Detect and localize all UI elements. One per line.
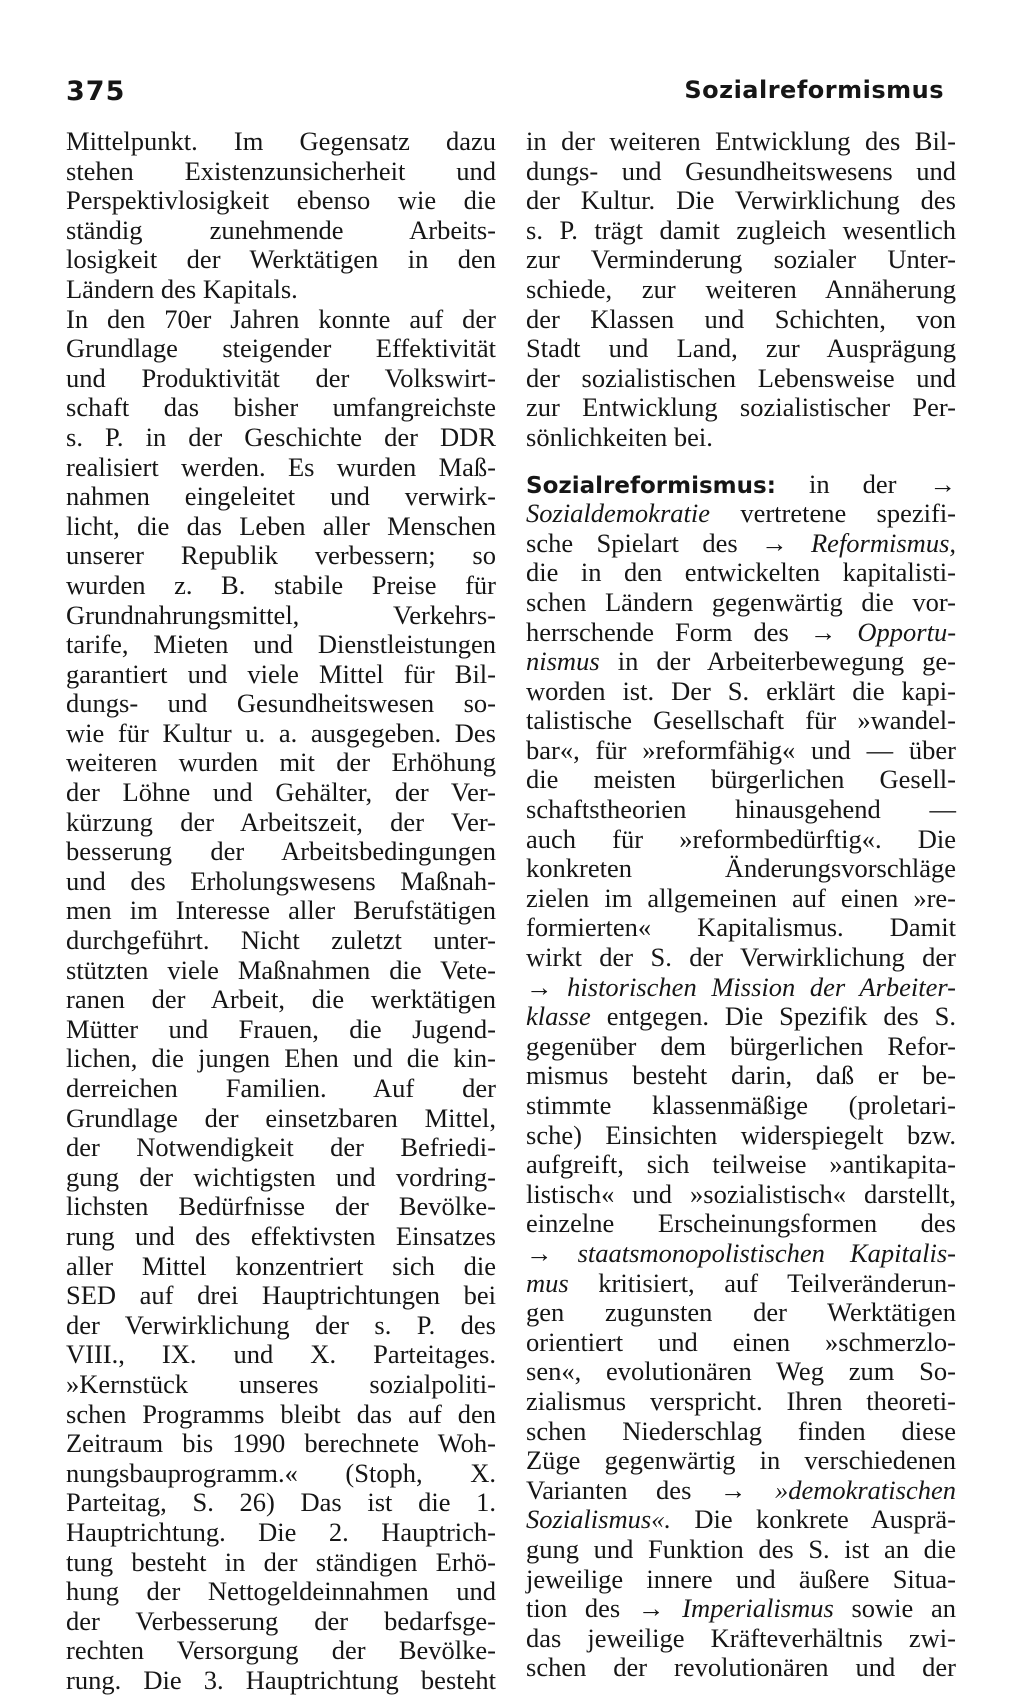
cross-reference: »demokratischen <box>774 1474 956 1505</box>
cross-reference: Sozialdemokratie <box>526 498 710 529</box>
text-fragment: in der Arbeiterbewegung ge- <box>617 646 957 677</box>
text-line: schen der revolutionären und der <box>526 1652 956 1683</box>
text-line: Perspektivlosigkeit ebenso wie die <box>66 185 496 216</box>
text-line: men im Interesse aller Berufstätigen <box>66 895 496 926</box>
text-fragment: sche Spielart des → <box>526 527 788 558</box>
text-line: besserung der Arbeitsbedingungen <box>66 836 496 867</box>
page-number: 375 <box>66 76 126 107</box>
text-line: durchgeführt. Nicht zuletzt unter- <box>66 925 496 956</box>
text-fragment: Die konkrete Ausprä- <box>694 1504 956 1535</box>
text-line: mismus besteht darin, daß er be- <box>526 1060 956 1091</box>
text-line: nungsbauprogramm.« (Stoph, X. <box>66 1457 496 1488</box>
cross-reference: Sozialismus«. <box>526 1504 672 1535</box>
text-line <box>526 647 956 677</box>
text-line: bar«, für »reformfähig« und — über <box>526 734 956 765</box>
text-fragment: entgegen. Die Spezifik des S. <box>606 1001 956 1032</box>
text-line: Grundlage steigender Effektivität <box>66 333 496 364</box>
text-line: rung. Die 3. Hauptrichtung besteht <box>66 1664 496 1695</box>
entry-first-line <box>526 470 956 500</box>
text-line: das jeweilige Kräfteverhältnis zwi- <box>526 1622 956 1653</box>
text-line: Zeitraum bis 1990 berechnete Woh- <box>66 1428 496 1459</box>
text-line: Grundnahrungsmittel, Verkehrs- <box>66 599 496 630</box>
text-line: Grundlage der einsetzbaren Mittel, <box>66 1102 496 1133</box>
text-line: aller Mittel konzentriert sich die <box>66 1250 496 1281</box>
text-line <box>526 973 956 1003</box>
text-line: schen Niederschlag finden diese <box>526 1415 956 1446</box>
text-line: dungs- und Gesundheitswesens und <box>526 155 956 186</box>
text-fragment: Varianten des → <box>526 1474 747 1505</box>
text-line: s. P. in der Geschichte der DDR <box>66 421 496 452</box>
text-line: SED auf drei Hauptrichtungen bei <box>66 1280 496 1311</box>
text-line: zialismus verspricht. Ihren theoreti- <box>526 1385 956 1416</box>
text-line: einzelne Erscheinungsformen des <box>526 1208 956 1239</box>
text-line: stimmte klassenmäßige (proletari- <box>526 1090 956 1120</box>
text-line: der Notwendigkeit der Befriedi- <box>66 1132 496 1163</box>
text-line <box>526 1239 956 1269</box>
right-column <box>526 127 956 1683</box>
text-line <box>526 1269 956 1299</box>
left-column <box>66 127 496 1695</box>
text-line: hung der Nettogeldeinnahmen und <box>66 1576 496 1607</box>
text-line: schen Ländern gegenwärtig die vor- <box>526 586 956 617</box>
arrow-icon: → <box>526 1237 553 1268</box>
text-line: rung und des effektivsten Einsatzes <box>66 1220 496 1251</box>
text-line: derreichen Familien. Auf der <box>66 1073 496 1103</box>
text-line: sönlichkeiten bei. <box>526 421 713 452</box>
text-line: garantiert und viele Mittel für Bil- <box>66 658 496 689</box>
text-line: schaft das bisher umfangreichste <box>66 392 496 423</box>
cross-reference: nismus <box>526 646 600 677</box>
text-line: und des Erholungswesens Maßnah- <box>66 865 496 896</box>
cross-reference: Opportu- <box>857 616 957 647</box>
text-line: konkreten Änderungsvorschläge <box>526 853 956 884</box>
text-fragment: herrschende Form des → <box>526 616 837 647</box>
text-line <box>526 499 956 529</box>
text-line <box>526 618 956 648</box>
text-line: orientiert und einen »schmerzlo- <box>526 1326 956 1357</box>
text-line <box>526 1505 956 1535</box>
text-line: der Löhne und Gehälter, der Ver- <box>66 777 496 808</box>
text-line: schiede, zur weiteren Annäherung <box>526 273 956 304</box>
text-line: wirkt der S. der Verwirklichung der <box>526 942 956 973</box>
text-line: der Verbesserung der bedarfsge- <box>66 1605 496 1636</box>
text-line: wurden z. B. stabile Preise für <box>66 569 496 600</box>
text-line: gung und Funktion des S. ist an die <box>526 1533 956 1564</box>
text-line: der Verwirklichung der s. P. des <box>66 1309 496 1340</box>
text-line: tarife, Mieten und Dienstleistungen <box>66 629 496 660</box>
text-line: der Kultur. Die Verwirklichung des <box>526 185 956 216</box>
text-line: weiteren wurden mit der Erhöhung <box>66 747 496 778</box>
text-line: sche) Einsichten widerspiegelt bzw. <box>526 1119 956 1150</box>
cross-reference: mus <box>526 1267 569 1298</box>
text-line: und Produktivität der Volkswirt- <box>66 362 496 393</box>
text-line: schaftstheorien hinausgehend — <box>526 794 956 825</box>
text-line: wie für Kultur u. a. ausgegeben. Des <box>66 717 496 748</box>
text-line: stehen Existenzunsicherheit und <box>66 155 496 186</box>
text-line: nahmen eingeleitet und verwirk- <box>66 481 496 512</box>
text-line <box>526 1002 956 1032</box>
text-line: dungs- und Gesundheitswesen so- <box>66 688 496 719</box>
text-line: Mütter und Frauen, die Jugend- <box>66 1013 496 1044</box>
text-line: Stadt und Land, zur Ausprägung <box>526 333 956 364</box>
text-line: worden ist. Der S. erklärt die kapi- <box>526 675 956 706</box>
entry-gap <box>526 453 956 470</box>
running-head: Sozialreformismus <box>684 76 944 104</box>
cross-reference: historischen Mission der Arbeiter- <box>567 971 956 1002</box>
text-line: tung besteht in der ständigen Erhö- <box>66 1546 496 1577</box>
text-line: Ländern des Kapitals. <box>66 273 298 304</box>
text-line: kürzung der Arbeitszeit, der Ver- <box>66 806 496 837</box>
text-line: ranen der Arbeit, die werktätigen <box>66 984 496 1015</box>
text-line: talistische Gesellschaft für »wandel- <box>526 705 956 736</box>
cross-reference: staatsmonopolistischen Kapitalis- <box>577 1237 956 1268</box>
text-line: der sozialistischen Lebensweise und <box>526 362 956 393</box>
entry-lemma: Sozialreformismus: <box>526 472 776 499</box>
text-line: rechten Versorgung der Bevölke- <box>66 1635 496 1666</box>
text-line: Züge gegenwärtig in verschiedenen <box>526 1445 956 1476</box>
text-line: schen Programms bleibt das auf den <box>66 1398 496 1429</box>
text-line: gung der wichtigsten und vordring- <box>66 1161 496 1192</box>
text-line: VIII., IX. und X. Parteitages. <box>66 1339 496 1370</box>
text-line: aufgreift, sich teilweise »antikapita- <box>526 1149 956 1180</box>
page-header <box>66 76 944 116</box>
text-line: Parteitag, S. 26) Das ist die 1. <box>66 1487 496 1518</box>
text-line <box>526 1476 956 1506</box>
text-line: Hauptrichtung. Die 2. Hauptrich- <box>66 1516 496 1547</box>
text-fragment: tion des → <box>526 1593 665 1624</box>
text-line: zur Verminderung sozialer Unter- <box>526 244 956 275</box>
text-line: »Kernstück unseres sozialpoliti- <box>66 1368 496 1399</box>
text-line: jeweilige innere und äußere Situa- <box>526 1563 956 1594</box>
text-fragment: in der → <box>808 468 956 499</box>
text-line: sen«, evolutionären Weg zum So- <box>526 1356 956 1387</box>
cross-reference: Imperialismus <box>682 1593 834 1624</box>
arrow-icon: → <box>526 971 553 1002</box>
text-line: licht, die das Leben aller Menschen <box>66 510 496 541</box>
text-line <box>526 1594 956 1624</box>
text-line: ständig zunehmende Arbeits- <box>66 214 496 245</box>
text-line: in der weiteren Entwicklung des Bil- <box>526 126 956 156</box>
text-line: losigkeit der Werktätigen in den <box>66 244 496 275</box>
text-line: formierten« Kapitalismus. Damit <box>526 912 956 943</box>
text-line: gen zugunsten der Werktätigen <box>526 1297 956 1328</box>
text-line: auch für »reformbedürftig«. Die <box>526 823 956 854</box>
text-line: lichsten Bedürfnisse der Bevölke- <box>66 1191 496 1222</box>
text-line: der Klassen und Schichten, von <box>526 303 956 334</box>
cross-reference: klasse <box>526 1001 591 1032</box>
text-line: listisch« und »sozialistisch« darstellt, <box>526 1178 956 1209</box>
text-line: unserer Republik verbessern; so <box>66 540 496 571</box>
text-fragment: sowie an <box>851 1593 957 1624</box>
text-line: s. P. trägt damit zugleich wesentlich <box>526 214 956 245</box>
text-line: In den 70er Jahren konnte auf der <box>66 303 496 334</box>
text-fragment: vertretene spezifi- <box>740 498 957 529</box>
text-fragment: kritisiert, auf Teilveränderun- <box>598 1267 956 1298</box>
text-line: die in den entwickelten kapitalisti- <box>526 557 956 588</box>
text-line: realisiert werden. Es wurden Maß- <box>66 451 496 482</box>
text-line: die meisten bürgerlichen Gesell- <box>526 764 956 795</box>
text-line: lichen, die jungen Ehen und die kin- <box>66 1043 496 1074</box>
cross-reference: Reformismus, <box>811 527 957 558</box>
text-line: zielen im allgemeinen auf einen »re- <box>526 882 956 913</box>
text-line: gegenüber dem bürgerlichen Refor- <box>526 1030 956 1061</box>
text-line: Mittelpunkt. Im Gegensatz dazu <box>66 126 496 156</box>
text-line: zur Entwicklung sozialistischer Per- <box>526 392 956 423</box>
text-line <box>526 529 956 559</box>
text-line: stützten viele Maßnahmen die Vete- <box>66 954 496 985</box>
